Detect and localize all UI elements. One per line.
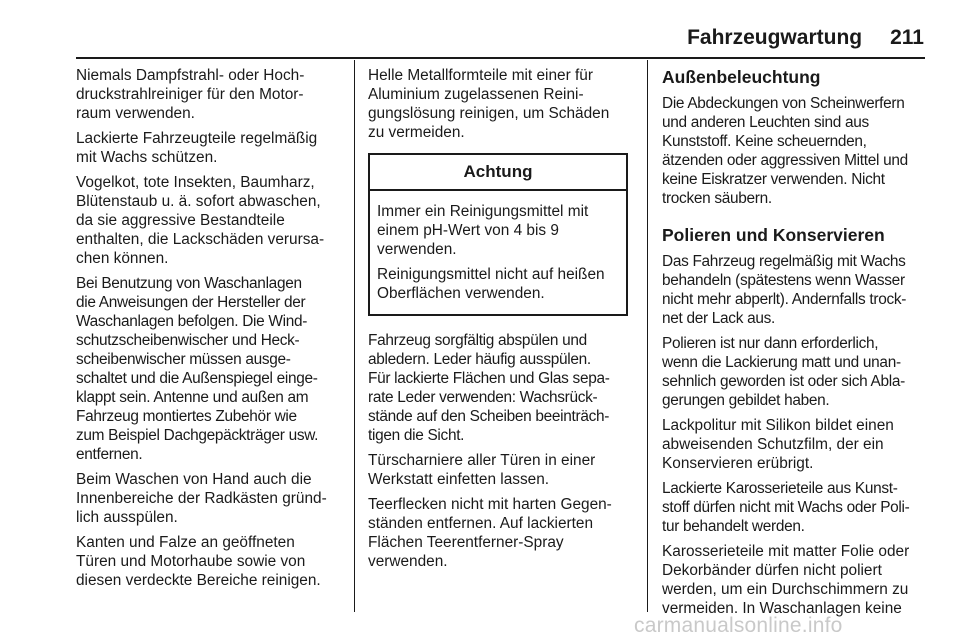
text-line: Teerflecken nicht mit harten Gegen-	[368, 496, 612, 513]
text-line: mit Wachs schützen.	[76, 149, 218, 166]
text-column-2	[368, 66, 636, 577]
text-line: die Anweisungen der Hersteller der	[76, 294, 306, 311]
text-line: trocken säubern.	[662, 190, 772, 207]
text-line: Türen und Motorhaube sowie von	[76, 553, 306, 570]
text-line: Karosserieteile mit matter Folie oder	[662, 543, 910, 560]
text-line: Kanten und Falze an geöffneten	[76, 534, 295, 551]
paragraph	[662, 94, 930, 208]
text-line: Kunststoff. Keine scheuernden,	[662, 133, 867, 150]
text-line: chen können.	[76, 250, 169, 267]
text-line: sehnlich geworden ist oder sich Abla-	[662, 373, 905, 390]
text-line: vermeiden. In Waschanlagen keine	[662, 600, 902, 617]
text-line: net der Lack aus.	[662, 310, 775, 327]
text-line: Waschanlagen befolgen. Die Wind-	[76, 313, 308, 330]
paragraph	[76, 470, 344, 527]
warning-box	[368, 153, 628, 316]
paragraph	[76, 533, 344, 590]
paragraph	[76, 173, 344, 268]
text-line: Lackpolitur mit Silikon bildet einen	[662, 417, 894, 434]
text-line: Das Fahrzeug regelmäßig mit Wachs	[662, 253, 906, 270]
text-line: Blütenstaub u. ä. sofort abwaschen,	[76, 193, 321, 210]
text-line: Beim Waschen von Hand auch die	[76, 471, 312, 488]
text-line: entfernen.	[76, 446, 143, 463]
text-line: Innenbereiche der Radkästen gründ-	[76, 490, 327, 507]
text-column-1	[76, 66, 344, 596]
section-title: Fahrzeugwartung	[687, 26, 863, 49]
text-line: gerungen gebildet haben.	[662, 392, 830, 409]
text-line: da sie aggressive Bestandteile	[76, 212, 285, 229]
text-line: Oberflächen verwenden.	[377, 285, 545, 302]
text-line: Lackierte Fahrzeugteile regelmäßig	[76, 130, 318, 147]
text-line: Helle Metallformteile mit einer für	[368, 67, 593, 84]
section-heading-exterior-lighting: Außenbeleuchtung	[662, 67, 821, 87]
text-line: Werkstatt einfetten lassen.	[368, 471, 550, 488]
text-line: Polieren ist nur dann erforderlich,	[662, 335, 879, 352]
text-line: zum Beispiel Dachgepäckträger usw.	[76, 427, 319, 444]
text-line: Flächen Teerentferner-Spray	[368, 534, 564, 551]
text-line: Immer ein Reinigungsmittel mit	[377, 203, 589, 220]
text-line: Fahrzeug sorgfältig abspülen und	[368, 332, 587, 349]
page-header	[687, 26, 924, 50]
text-line: Fahrzeug montiertes Zubehör wie	[76, 408, 297, 425]
text-line: werden, um ein Durchschimmern zu	[662, 581, 909, 598]
text-line: ständen entfernen. Auf lackierten	[368, 515, 594, 532]
paragraph	[76, 66, 344, 123]
text-column-3	[662, 66, 930, 624]
paragraph	[368, 331, 636, 445]
column-divider-left	[354, 60, 355, 612]
text-line: lich ausspülen.	[76, 509, 178, 526]
text-line: raum verwenden.	[76, 105, 195, 122]
text-line: enthalten, die Lackschäden verursa-	[76, 231, 325, 248]
column-divider-right	[647, 60, 648, 612]
text-line: abledern. Leder häufig ausspülen.	[368, 351, 591, 368]
text-line: tur behandelt werden.	[662, 518, 805, 535]
paragraph	[368, 451, 636, 489]
text-line: behandeln (spätestens wenn Wasser	[662, 272, 905, 289]
text-line: und anderen Leuchten sind aus	[662, 114, 869, 131]
text-line: Reinigungsmittel nicht auf heißen	[377, 266, 605, 283]
text-line: Dekorbänder dürfen nicht poliert	[662, 562, 882, 579]
text-line: nicht mehr abperlt). Andernfalls trock-	[662, 291, 907, 308]
warning-paragraph	[377, 265, 619, 303]
paragraph	[662, 334, 930, 410]
paragraph	[76, 274, 344, 464]
text-line: tigen die Sicht.	[368, 427, 465, 444]
text-line: abweisenden Schutzfilm, der ein	[662, 436, 884, 453]
text-line: Bei Benutzung von Waschanlagen	[76, 275, 302, 292]
text-line: Konservieren erübrigt.	[662, 455, 814, 472]
text-line: zu vermeiden.	[368, 124, 465, 141]
site-watermark: carmanualsonline.info	[634, 614, 843, 637]
section-heading-polishing: Polieren und Konservieren	[662, 225, 885, 245]
text-line: Für lackierte Flächen und Glas sepa-	[368, 370, 610, 387]
header-divider	[76, 57, 925, 59]
text-line: ätzenden oder aggressiven Mittel und	[662, 152, 908, 169]
text-line: schutzscheibenwischer und Heck-	[76, 332, 300, 349]
text-line: Türscharniere aller Türen in einer	[368, 452, 596, 469]
text-line: klappt sein. Antenne und außen am	[76, 389, 309, 406]
text-line: Aluminium zugelassenen Reini-	[368, 86, 584, 103]
text-line: Vogelkot, tote Insekten, Baumharz,	[76, 174, 315, 191]
paragraph	[76, 129, 344, 167]
paragraph	[662, 542, 930, 618]
warning-body	[370, 191, 626, 314]
text-line: stoff dürfen nicht mit Wachs oder Poli-	[662, 499, 910, 516]
warning-paragraph	[377, 202, 619, 259]
text-line: verwenden.	[377, 241, 457, 258]
text-line: verwenden.	[368, 553, 448, 570]
text-line: diesen verdeckte Bereiche reinigen.	[76, 572, 321, 589]
warning-title: Achtung	[370, 155, 626, 191]
text-line: gungslösung reinigen, um Schäden	[368, 105, 610, 122]
text-line: einem pH-Wert von 4 bis 9	[377, 222, 559, 239]
text-line: druckstrahlreiniger für den Motor-	[76, 86, 304, 103]
paragraph	[368, 495, 636, 571]
text-line: keine Eiskratzer verwenden. Nicht	[662, 171, 885, 188]
text-line: Lackierte Karosserieteile aus Kunst-	[662, 480, 898, 497]
text-line: wenn die Lackierung matt und unan-	[662, 354, 901, 371]
text-line: schaltet und die Außenspiegel einge-	[76, 370, 318, 387]
paragraph	[368, 66, 636, 142]
text-line: scheibenwischer müssen ausge-	[76, 351, 291, 368]
paragraph	[662, 479, 930, 536]
paragraph	[662, 252, 930, 328]
text-line: Niemals Dampfstrahl- oder Hoch-	[76, 67, 305, 84]
paragraph	[662, 416, 930, 473]
text-line: stände auf den Scheiben beeinträch-	[368, 408, 610, 425]
text-line: rate Leder verwenden: Wachsrück-	[368, 389, 598, 406]
text-line: Die Abdeckungen von Scheinwerfern	[662, 95, 905, 112]
page-number: 211	[890, 26, 924, 49]
